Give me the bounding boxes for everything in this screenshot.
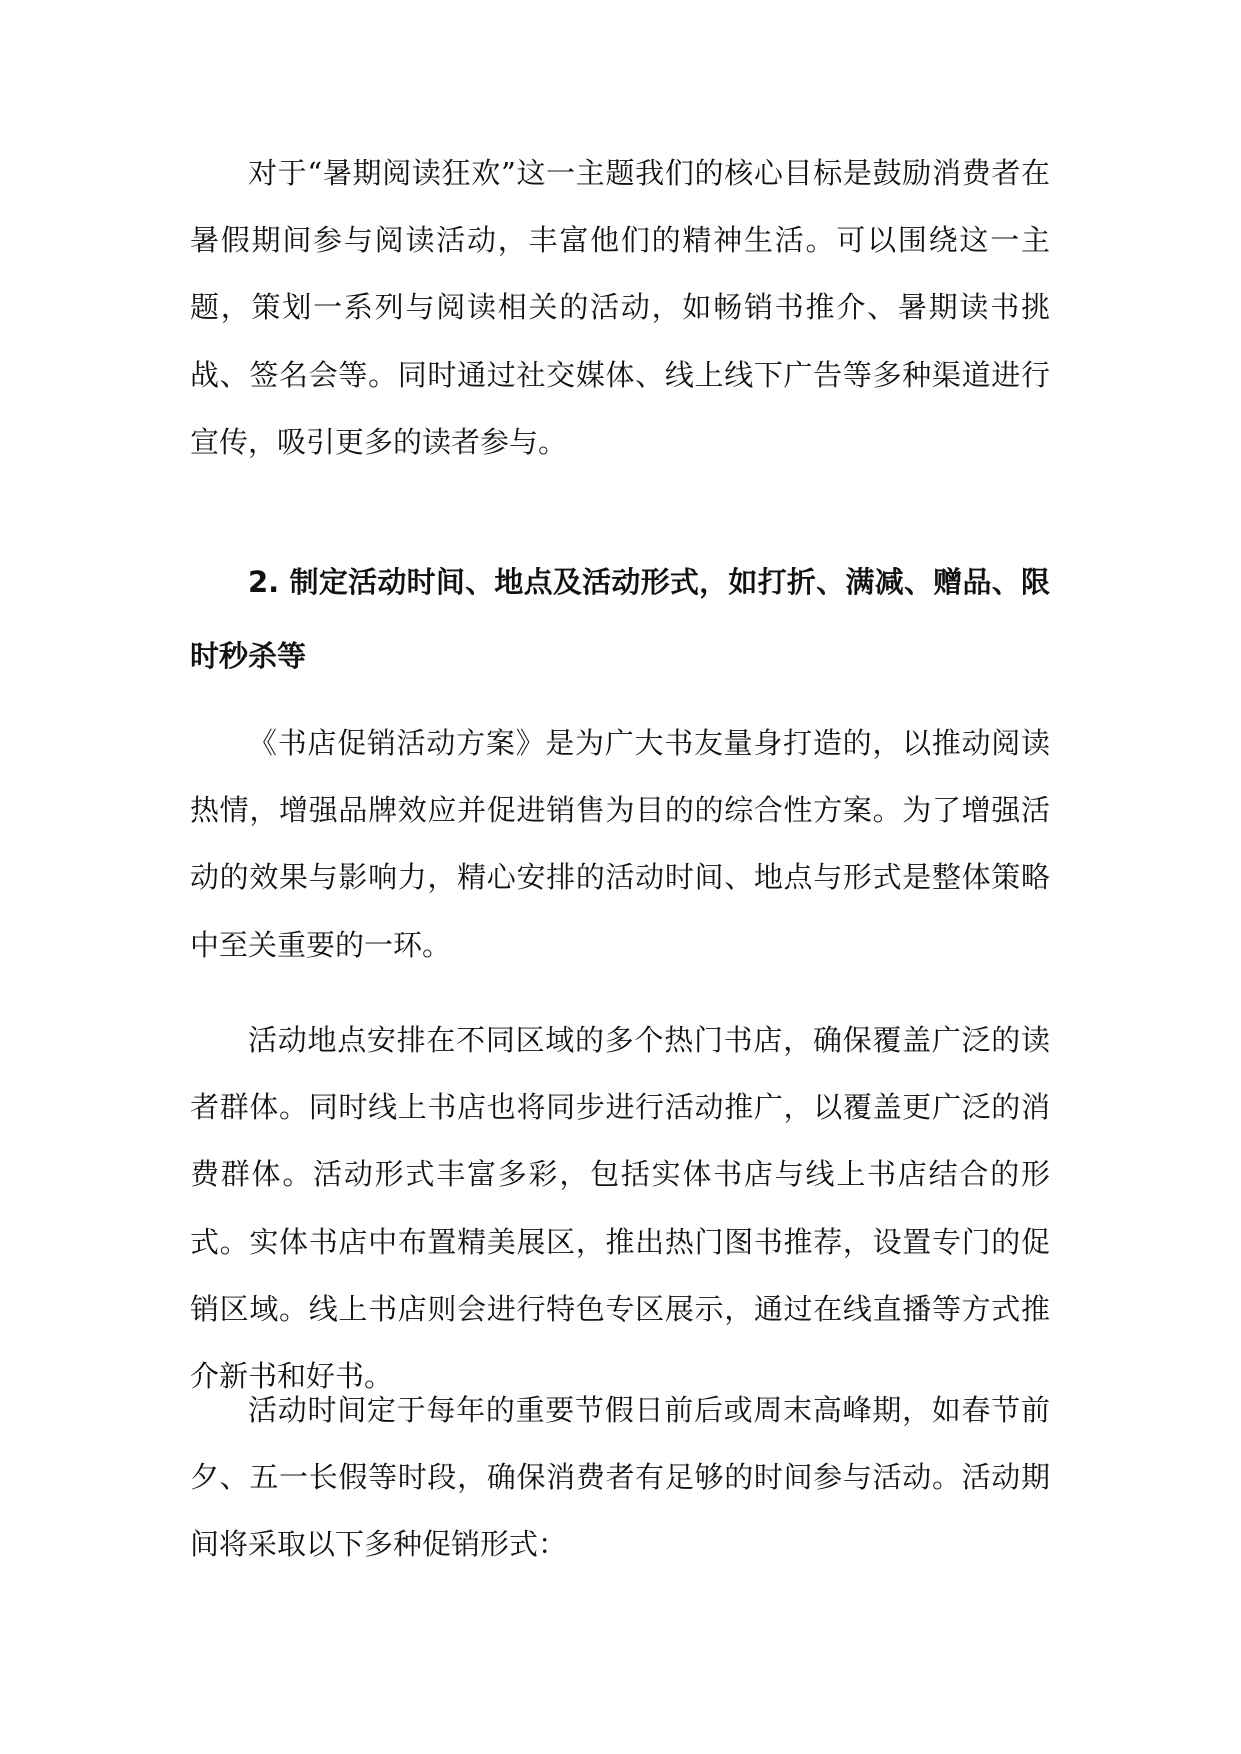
body-paragraph-timing: 活动时间定于每年的重要节假日前后或周末高峰期，如春节前夕、五一长假等时段，确保消费者有足够的时间参与活动。活动期间将采取以下多种促销形式： [190,1393,1050,1562]
body-paragraph-plan-intro: 《书店促销活动方案》是为广大书友量身打造的，以推动阅读热情，增强品牌效应并促进销售为目的的综合性方案。为了增强活动的效果与影响力，精心安排的活动时间、地点与形式是整体策略中至关重要的一环。 [190,726,1050,962]
body-paragraph-location-format: 活动地点安排在不同区域的多个热门书店，确保覆盖广泛的读者群体。同时线上书店也将同步进行活动推广，以覆盖更广泛的消费群体。活动形式丰富多彩，包括实体书店与线上书店结合的形式。实体书店中布置精美展区，推出热门图书推荐，设置专门的促销区域。线上书店则会进行特色专区展示，通过在线直播等方式推介新书和好书。 [190,1023,1050,1394]
section-heading-2 [190,545,1050,693]
section-heading-text: 制定活动时间、地点及活动形式，如打折、满减、赠品、限时秒杀等 [190,565,1050,673]
section-number: 2. [248,565,280,599]
body-paragraph-summer-reading: 对于“暑期阅读狂欢”这一主题我们的核心目标是鼓励消费者在暑假期间参与阅读活动，丰富他们的精神生活。可以围绕这一主题，策划一系列与阅读相关的活动，如畅销书推介、暑期读书挑战、签名会等。同时通过社交媒体、线上线下广告等多种渠道进行宣传，吸引更多的读者参与。 [190,156,1050,459]
